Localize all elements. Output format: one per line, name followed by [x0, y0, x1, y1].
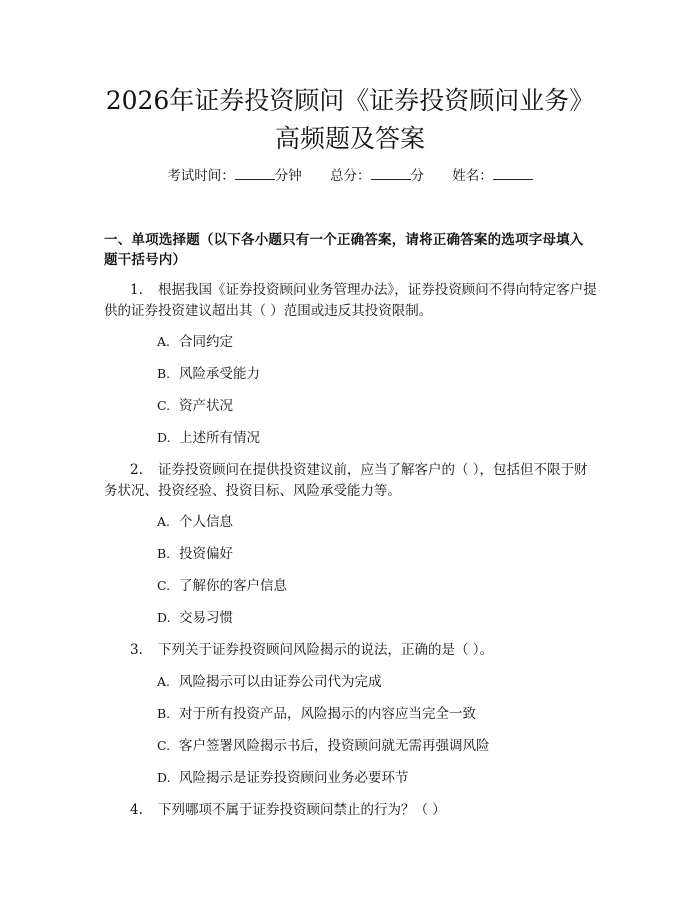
- question-number: 1.: [130, 282, 143, 298]
- option-1b[interactable]: [157, 364, 597, 384]
- question-text: 下列哪项不属于证券投资顾问禁止的行为？（ ）: [158, 802, 446, 818]
- option-letter: B.: [157, 366, 171, 381]
- name-label: 姓名：: [452, 168, 493, 184]
- option-letter: D.: [157, 770, 171, 785]
- option-3d[interactable]: [157, 768, 597, 788]
- question-text: 证券投资顾问在提供投资建议前，应当了解客户的（ ），包括但不限于财务状况、投资经验、投资目标、风险承受能力等。: [104, 462, 588, 499]
- option-text: 交易习惯: [179, 610, 233, 626]
- option-text: 上述所有情况: [179, 430, 260, 446]
- option-text: 资产状况: [179, 398, 233, 414]
- question-1: [104, 280, 599, 322]
- option-letter: C.: [157, 398, 171, 413]
- name-field: [452, 168, 533, 184]
- question-text: 下列关于证券投资顾问风险揭示的说法，正确的是（ ）。: [158, 642, 494, 658]
- exam-time-label: 考试时间：: [167, 168, 235, 184]
- question-number: 3.: [130, 642, 143, 658]
- option-text: 客户签署风险揭示书后，投资顾问就无需再强调风险: [179, 738, 490, 754]
- option-text: 投资偏好: [179, 546, 233, 562]
- option-letter: B.: [157, 706, 171, 721]
- option-1c[interactable]: [157, 396, 597, 416]
- question-number: 4.: [130, 802, 143, 818]
- option-text: 风险承受能力: [179, 366, 260, 382]
- doc-title-line2: 高频题及答案: [274, 124, 425, 153]
- option-2c[interactable]: [157, 576, 597, 596]
- question-text: 根据我国《证券投资顾问业务管理办法》，证券投资顾问不得向特定客户提供的证券投资建议超出其（ ）范围或违反其投资限制。: [104, 282, 597, 319]
- option-2d[interactable]: [157, 608, 597, 628]
- option-3b[interactable]: [157, 704, 597, 724]
- total-score-unit: 分: [410, 168, 424, 184]
- doc-title-line1: 2026年证券投资顾问《证券投资顾问业务》: [105, 86, 595, 115]
- option-text: 了解你的客户信息: [179, 578, 287, 594]
- option-3a[interactable]: [157, 672, 597, 692]
- total-score-blank[interactable]: [371, 166, 411, 180]
- option-text: 风险揭示可以由证券公司代为完成: [179, 674, 382, 690]
- option-2b[interactable]: [157, 544, 597, 564]
- total-score-field: [330, 168, 428, 184]
- option-2a[interactable]: [157, 512, 597, 532]
- option-letter: B.: [157, 546, 171, 561]
- exam-time-field: [167, 168, 306, 184]
- option-text: 合同约定: [179, 334, 233, 350]
- option-text: 个人信息: [179, 514, 233, 530]
- exam-time-blank[interactable]: [235, 166, 275, 180]
- option-letter: C.: [157, 738, 171, 753]
- option-text: 风险揭示是证券投资顾问业务必要环节: [179, 770, 409, 786]
- option-letter: A.: [157, 514, 171, 529]
- option-letter: C.: [157, 578, 171, 593]
- option-letter: D.: [157, 610, 171, 625]
- option-text: 对于所有投资产品，风险揭示的内容应当完全一致: [179, 706, 476, 722]
- option-letter: A.: [157, 674, 171, 689]
- option-1a[interactable]: [157, 332, 597, 352]
- option-letter: D.: [157, 430, 171, 445]
- name-blank[interactable]: [493, 166, 533, 180]
- section-heading: 一、单项选择题（以下各小题只有一个正确答案，请将正确答案的选项字母填入题干括号内）: [104, 232, 584, 268]
- question-4: [104, 800, 599, 821]
- total-score-label: 总分：: [330, 168, 371, 184]
- exam-meta: [0, 166, 700, 186]
- question-2: [104, 460, 599, 502]
- option-3c[interactable]: [157, 736, 597, 756]
- option-letter: A.: [157, 334, 171, 349]
- question-number: 2.: [130, 462, 143, 478]
- exam-time-unit: 分钟: [274, 168, 302, 184]
- question-3: [104, 640, 599, 661]
- option-1d[interactable]: [157, 428, 597, 448]
